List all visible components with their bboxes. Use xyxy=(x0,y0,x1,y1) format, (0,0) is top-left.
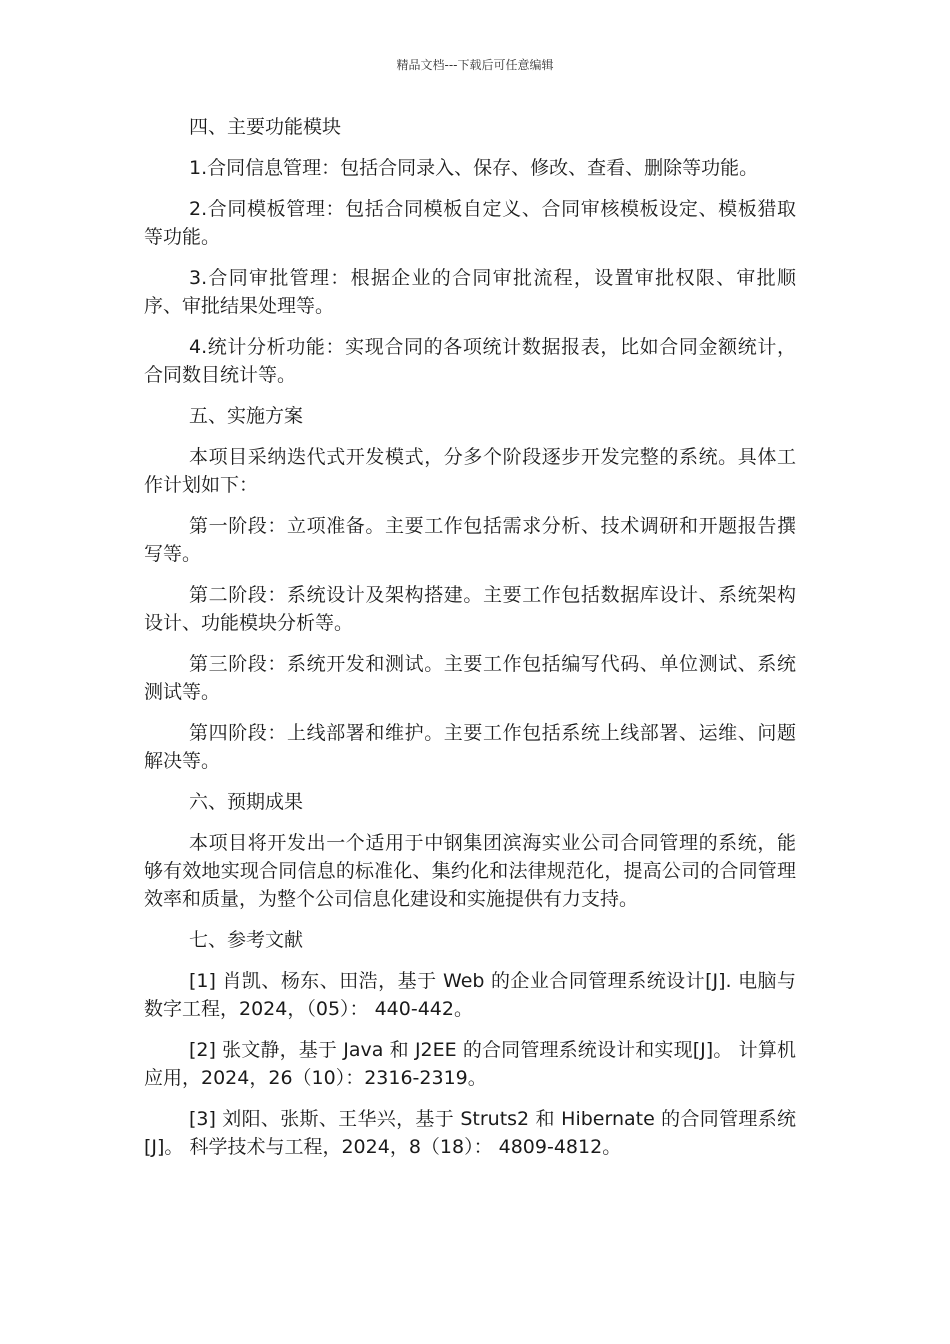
document-body xyxy=(144,113,796,1174)
reference-1: [1] 肖凯、杨东、田浩，基于 Web 的企业合同管理系统设计[J]. 电脑与数字工程，2024，（05）： 440-442。 xyxy=(144,970,796,1020)
paragraph-phase-2: 第二阶段：系统设计及架构搭建。主要工作包括数据库设计、系统架构设计、功能模块分析等。 xyxy=(144,584,796,634)
paragraph-phase-3: 第三阶段：系统开发和测试。主要工作包括编写代码、单位测试、系统测试等。 xyxy=(144,653,796,703)
paragraph-phase-4: 第四阶段：上线部署和维护。主要工作包括系统上线部署、运维、问题解决等。 xyxy=(144,722,796,772)
section-heading-outcomes: 六、预期成果 xyxy=(189,791,304,813)
paragraph-contract-info: 1.合同信息管理：包括合同录入、保存、修改、查看、删除等功能。 xyxy=(189,157,759,179)
section-heading-implementation: 五、实施方案 xyxy=(189,405,304,427)
paragraph-dev-mode: 本项目采纳迭代式开发模式，分多个阶段逐步开发完整的系统。具体工作计划如下： xyxy=(144,446,796,496)
paragraph-contract-template: 2.合同模板管理：包括合同模板自定义、合同审核模板设定、模板猎取等功能。 xyxy=(144,198,796,248)
reference-2: [2] 张文静，基于 Java 和 J2EE 的合同管理系统设计和实现[J]。 计算机应用，2024，26（10）：2316-2319。 xyxy=(144,1039,796,1089)
paragraph-contract-approval: 3.合同审批管理：根据企业的合同审批流程，设置审批权限、审批顺序、审批结果处理等。 xyxy=(144,267,796,317)
section-heading-references: 七、参考文献 xyxy=(189,929,304,951)
paragraph-outcomes: 本项目将开发出一个适用于中钢集团滨海实业公司合同管理的系统，能够有效地实现合同信息的标准化、集约化和法律规范化，提高公司的合同管理效率和质量，为整个公司信息化建设和实施提供有力支持。 xyxy=(144,832,796,910)
page-header: 精品文档---下载后可任意编辑 xyxy=(396,58,554,72)
reference-3: [3] 刘阳、张斯、王华兴，基于 Struts2 和 Hibernate 的合同管理系统[J]。 科学技术与工程，2024，8（18）： 4809-4812。 xyxy=(144,1108,796,1158)
paragraph-statistics: 4.统计分析功能：实现合同的各项统计数据报表，比如合同金额统计，合同数目统计等。 xyxy=(144,336,796,386)
paragraph-phase-1: 第一阶段：立项准备。主要工作包括需求分析、技术调研和开题报告撰写等。 xyxy=(144,515,796,565)
section-heading-modules: 四、主要功能模块 xyxy=(189,116,342,138)
